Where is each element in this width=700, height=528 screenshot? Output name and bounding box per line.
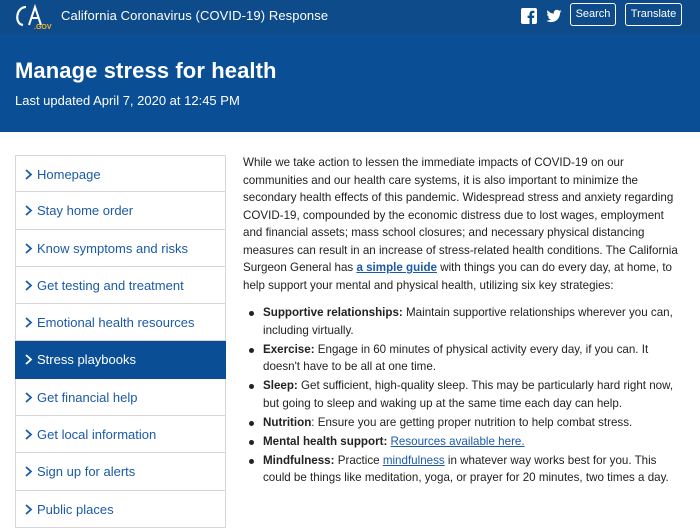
sidebar-item-label: Emotional health resources <box>37 315 195 331</box>
chevron-right-icon <box>24 169 33 180</box>
intro-paragraph <box>243 154 683 294</box>
sidebar-item-label: Sign up for alerts <box>37 464 136 480</box>
bullet-text: Maintain supportive relationships wherever you can, including virtually. <box>263 306 673 337</box>
ca-gov-logo[interactable] <box>12 4 56 30</box>
chevron-right-icon <box>24 504 33 515</box>
bullet-text: : Ensure you are getting proper nutrition to help combat stress. <box>311 415 633 429</box>
sidebar-item-label: Public places <box>37 501 114 517</box>
simple-guide-link[interactable]: a simple guide <box>356 261 437 274</box>
sidebar-nav <box>15 155 226 528</box>
facebook-icon[interactable] <box>521 8 537 24</box>
page-header <box>0 34 700 132</box>
bullet-text: Get sufficient, high-quality sleep. This may be particularly hard right now, but going to sleep and waking up at the same time each day can help. <box>263 379 674 410</box>
sidebar-item-local-information[interactable] <box>15 416 226 453</box>
sidebar-item-sign-up-alerts[interactable] <box>15 453 226 490</box>
bullet-term: Mindfulness: <box>263 453 335 467</box>
last-updated-text: Last updated April 7, 2020 at 12:45 PM <box>15 93 240 108</box>
list-item <box>243 304 683 339</box>
chevron-right-icon <box>24 466 33 477</box>
translate-button[interactable]: Translate <box>625 3 682 26</box>
main-content <box>243 154 683 488</box>
svg-text:.GOV: .GOV <box>34 24 52 30</box>
sidebar-item-label: Get local information <box>37 427 157 443</box>
twitter-icon[interactable] <box>546 8 562 24</box>
sidebar-item-label: Get financial help <box>37 389 138 405</box>
sidebar-item-stress-playbooks[interactable] <box>15 341 226 378</box>
bullet-term: Nutrition <box>263 415 312 429</box>
chevron-right-icon <box>24 354 33 365</box>
bullet-term: Mental health support: <box>263 434 388 448</box>
sidebar-item-label: Stay home order <box>37 203 134 219</box>
sidebar-item-know-symptoms[interactable] <box>15 230 226 267</box>
sidebar-item-label: Stress playbooks <box>37 352 136 368</box>
top-bar <box>0 0 700 34</box>
sidebar-item-financial-help[interactable] <box>15 379 226 416</box>
sidebar-item-label: Know symptoms and risks <box>37 240 188 256</box>
bullet-term: Supportive relationships: <box>263 306 403 319</box>
site-title[interactable]: California Coronavirus (COVID-19) Response <box>61 8 329 23</box>
chevron-right-icon <box>24 429 33 440</box>
bullet-term: Sleep: <box>263 379 298 392</box>
resources-link[interactable]: Resources available here. <box>390 434 525 448</box>
chevron-right-icon <box>24 243 33 254</box>
chevron-right-icon <box>24 392 33 403</box>
sidebar-item-get-testing[interactable] <box>15 267 226 304</box>
chevron-right-icon <box>24 280 33 291</box>
sidebar-item-public-places[interactable] <box>15 491 226 528</box>
mindfulness-link[interactable]: mindfulness <box>382 453 445 467</box>
list-item <box>243 452 683 487</box>
sidebar-item-emotional-health[interactable] <box>15 304 226 341</box>
chevron-right-icon <box>24 317 33 328</box>
sidebar-item-label: Homepage <box>37 167 101 182</box>
list-item <box>243 433 683 451</box>
sidebar-item-stay-home-order[interactable] <box>15 192 226 229</box>
search-button[interactable]: Search <box>570 3 616 26</box>
page-title: Manage stress for health <box>15 58 277 83</box>
chevron-right-icon <box>24 205 33 216</box>
bullet-text: Practice <box>334 453 383 467</box>
list-item <box>243 341 683 376</box>
sidebar-item-homepage[interactable] <box>15 155 226 192</box>
list-item <box>243 414 683 432</box>
list-item <box>243 377 683 412</box>
strategies-list <box>243 304 683 487</box>
intro-text: While we take action to lessen the immediate impacts of COVID-19 on our communities and our health care systems, it is also important to minimize the secondary health effects of this pandemic. Widespread stress and anxiety regarding COVID-19, compounded by the economic distress due to lost wages, employment and financial assets; mass school closures; and necessary physical distancing measures can result in an increase of stress-related health conditions. The California Surgeon General has <box>243 156 678 274</box>
intro-text-end: with things you can do every day, at home, to help support your mental and physical health, utilizing six key strategies: <box>243 261 672 292</box>
sidebar-item-label: Get testing and treatment <box>37 277 184 293</box>
bullet-term: Exercise: <box>263 342 315 356</box>
bullet-text: Engage in 60 minutes of physical activity every day, if you can. It doesn't have to be all at one time. <box>263 342 649 373</box>
bullet-text-end: in whatever way works best for you. This could be things like meditation, yoga, or prayer for 20 minutes, two times a day. <box>263 453 669 484</box>
